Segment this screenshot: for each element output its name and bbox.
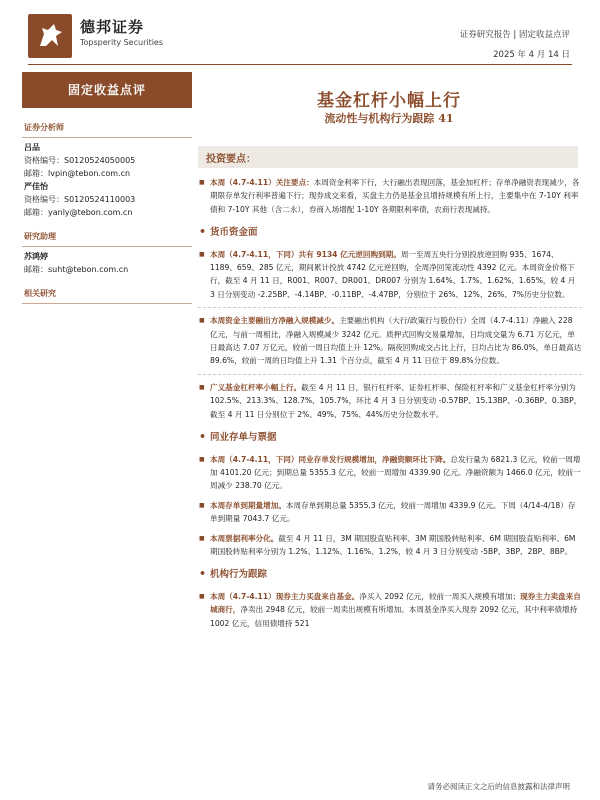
sidebar [22, 118, 192, 304]
point-text: 本周资金利率下行，大行融出表现回落，基金加杠杆；存单净融资表现减少，各期限存单发行利率普遍下行；现券成交来看，买盘主力仍是基金且增持规模有所上行，主要集中在 7-10Y 利率债和 7-10Y 其他（含二永），券商入场增配 1-10Y 各期限利率债，农商行表现减持。 [210, 178, 580, 214]
point-bill-rates [198, 532, 582, 559]
section-money-market: • 货币资金面 [198, 226, 582, 239]
company-logo [28, 14, 72, 58]
divider [198, 307, 582, 308]
report-subtitle: 流动性与机构行为跟踪 41 [324, 112, 454, 125]
point-highlight: 本周（4.7-4.11，下同）共有 9134 亿元逆回购到期。 [210, 249, 401, 259]
investment-points-label: 投资要点： [206, 154, 256, 165]
assistant-title: 研究助理 [22, 227, 192, 247]
related-research-title: 相关研究 [22, 284, 192, 304]
analyst1-name: 吕品 [24, 143, 40, 152]
analyst-info [22, 138, 192, 219]
analyst2-email[interactable]: 邮箱：yanly@tebon.com.cn [24, 208, 133, 217]
point-reverse-repo [198, 248, 582, 302]
point-text: 本周存单到期总量 5355.3 亿元，较前一周增加 4339.9 亿元。下周（4/14-4/18）存单到期量 7043.7 亿元。 [210, 500, 576, 524]
point-highlight: 本周存单到期量增加。 [210, 500, 286, 510]
analyst2-cert: 资格编号：S0120524110003 [24, 195, 136, 204]
disclaimer-footer: 请务必阅读正文之后的信息披露和法律声明 [427, 782, 570, 791]
point-text: 周一至周五央行分别投放逆回购 935、1674、1189、659、285 亿元，期间累计投放 4742 亿元逆回购，全周净回笼流动性 4392 亿元。本周资金价格下行，截至 4 月 11 日，R001、R007、DR001、DR007 分别为 1.64%、1.7%、1.62%、1.65%，较 4 月 3 日分别变动 -2.25BP、-4.14BP、-0.11BP、-4.47BP，分别位于 26%、12%、26%、7%历史分位数。 [210, 249, 576, 299]
point-ncd-maturity [198, 499, 582, 526]
point-bond-buyers [198, 590, 582, 630]
report-title: 基金杠杆小幅上行 [317, 91, 461, 111]
point-highlight: 本周（4.7-4.11）现券主力买盘来自基金。 [210, 591, 360, 601]
point-lenders [198, 314, 582, 368]
point-leverage [198, 381, 582, 421]
category-banner: 固定收益点评 [22, 72, 192, 108]
analyst1-cert: 资格编号：S0120524050005 [24, 156, 136, 165]
point-text: 净买入 2092 亿元，较前一周买入规模有增加； [359, 591, 521, 601]
point-text: 总发行量为 6821.3 亿元，较前一周增加 4101.20 亿元；到期总量 5355.3 亿元，较前一周增加 4339.90 亿元。净融资额为 1466.0 亿元，较前一周减少 238.70 亿元。 [210, 454, 581, 491]
company-name-cn: 德邦证券 [80, 18, 145, 36]
assistant-name: 苏鸿婷 [24, 252, 48, 261]
point-highlight: 本周票据利率分化。 [210, 533, 279, 543]
analyst2-name: 严佳怡 [24, 182, 48, 191]
assistant-email[interactable]: 邮箱：suht@tebon.com.cn [24, 265, 129, 274]
point-ncd-issuance [198, 453, 582, 493]
analysts-title: 证券分析师 [22, 118, 192, 138]
point-key-focus [198, 176, 582, 216]
section-institution-behavior: • 机构行为跟踪 [198, 568, 582, 581]
company-name-en: Topsperity Securities [80, 38, 164, 47]
point-highlight: 本周资金主要融出方净融入规模减少。 [210, 316, 340, 326]
main-content [198, 176, 582, 636]
report-date: 2025 年 4 月 14 日 [493, 50, 570, 60]
point-text: 截至 4 月 11 日，银行杠杆率、证券杠杆率、保险杠杆率和广义基金杠杆率分别为 102.5%、213.3%、128.7%、105.7%，环比 4 月 3 日分别变动 -0.57BP、15.13BP、-0.36BP、0.3BP，截至 4 月 11 日分别位于 2%、49%、75%、44%历史分位数水平。 [210, 382, 582, 419]
assistant-info [22, 247, 192, 276]
divider [198, 374, 582, 375]
horse-logo-icon [34, 20, 66, 52]
report-type: 证券研究报告 | 固定收益点评 [459, 30, 570, 40]
point-text: 净卖出 2948 亿元，较前一周卖出规模有所增加。本周基金净买入现券 2092 亿元，其中利率债增持 1002 亿元，信用债增持 521 [210, 605, 578, 628]
point-highlight: 广义基金杠杆率小幅上行。 [210, 382, 302, 392]
point-highlight: 本周（4.7-4.11，下同）同业存单发行规模增加，净融资额环比下降。 [210, 454, 451, 464]
section-ncd-bills: • 同业存单与票据 [198, 431, 582, 444]
investment-points-bar [198, 146, 578, 168]
analyst1-email[interactable]: 邮箱：lvpin@tebon.com.cn [24, 169, 131, 178]
point-highlight: 本周（4.7-4.11）关注要点： [210, 178, 314, 187]
point-text: 截至 4 月 11 日，3M 期国股直贴利率、3M 期国股转贴利率、6M 期国股直贴利率、6M 期国股转贴利率分别为 1.2%、1.12%、1.16%、1.2%，较 4 月 3 日分别变动 -5BP、3BP、2BP、8BP。 [210, 533, 576, 556]
report-header [0, 0, 600, 66]
point-text: 主要融出机构（大行/政策行与股份行）全周（4.7-4.11）净融入 228 亿元，与前一周相比，净融入规模减少 3242 亿元。质押式回购交易量增加，日均成交量为 6.71 万亿元，单日最高达 7.07 万亿元，较前一周日均值上升 12%。隔夜回购成交占比上行，日均占比为 86.0%，单日最高达 89.6%，较前一周的日均值上升 1.31 个百分点，截至 4 月 11 日位于 89.8%分位数。 [210, 316, 582, 366]
header-divider [28, 64, 572, 65]
point-highlight: 现券主力卖盘来自城商行， [210, 591, 581, 615]
